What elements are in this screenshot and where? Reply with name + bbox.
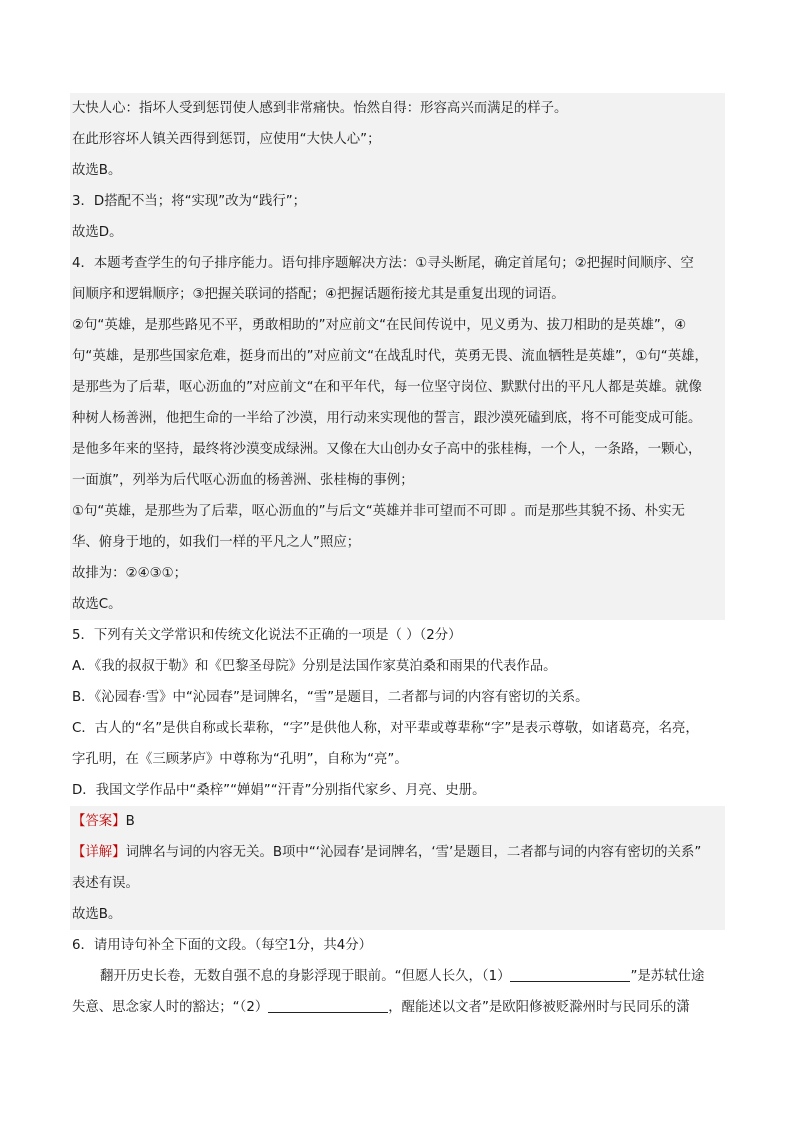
text-line: 故选C。	[70, 589, 725, 620]
document-body	[70, 93, 725, 1023]
text-line: 在此形容坏人镇关西得到惩罚，应使用“大快人心”；	[70, 124, 725, 155]
text-line: 4．本题考查学生的句子排序能力。语句排序题解决方法：①寻头断尾，确定首尾句；②把握时间顺序、空	[70, 248, 725, 279]
text-line: 是那些为了后辈，呕心沥血的”对应前文“在和平年代，每一位坚守岗位、默默付出的平凡人都是英雄。就像	[70, 372, 725, 403]
text-line: 故选B。	[70, 155, 725, 186]
detail-line-2: 表述有误。	[70, 868, 725, 899]
question-6-text: 失意、思念家人时的豁达；“（2）	[72, 1000, 269, 1015]
question-6-text: ，醒能述以文者”是欧阳修被贬滁州时与民同乐的潇	[388, 1000, 690, 1015]
answer-value: B	[125, 814, 135, 829]
question-6-title: 6．请用诗句补全下面的文段。（每空1分，共4分）	[72, 938, 373, 953]
text-line: 句“英雄，是那些国家危难，挺身而出的”对应前文“在战乱时代，英勇无畏、流血牺牲是英雄”，①句“英雄，	[70, 341, 725, 372]
detail-text: 词牌名与词的内容无关。B项中“‘沁园春’是词牌名，‘雪’是题目，二者都与词的内容有密切的关系”	[125, 845, 702, 860]
answer-label: 【答案】	[72, 814, 126, 829]
text-line: 5．下列有关文学常识和传统文化说法不正确的一项是（ ）（2分）	[72, 628, 462, 643]
text-line: 大快人心：指坏人受到惩罚使人感到非常痛快。怡然自得：形容高兴而满足的样子。	[70, 93, 725, 124]
question-6-line-2	[70, 992, 725, 1023]
detail-label: 【详解】	[72, 845, 126, 860]
detail-line-3: 故选B。	[70, 899, 725, 930]
text-line: 3．D搭配不当；将“实现”改为“践行”；	[70, 186, 725, 217]
question-6-text: 翻开历史长卷，无数自强不息的身影浮现于眼前。“但愿人长久，（1）	[100, 969, 511, 984]
text-line: 字孔明，在《三顾茅庐》中尊称为“孔明”，自称为“亮”。	[72, 752, 408, 767]
text-line: 是他多年来的坚持，最终将沙漠变成绿洲。又像在大山创办女子高中的张桂梅，一个人，一条路，一颗心，	[70, 434, 725, 465]
text-line: 华、俯身于地的，如我们一样的平凡之人”照应；	[70, 527, 725, 558]
text-line: ②句“英雄，是那些路见不平，勇敢相助的”对应前文“在民间传说中，见义勇为、拔刀相助的是英雄”，④	[70, 310, 725, 341]
text-line: 故选D。	[70, 217, 725, 248]
text-line: B．《沁园春·雪》中“沁园春”是词牌名，“雪”是题目，二者都与词的内容有密切的关系。	[72, 690, 589, 705]
answer-blank-2[interactable]	[268, 997, 388, 1013]
answer-blank-1[interactable]	[510, 966, 630, 982]
detail-line-1	[70, 837, 725, 868]
text-line: C．古人的“名”是供自称或长辈称，“字”是供他人称，对平辈或尊辈称“字”是表示尊敬，如诸葛亮，名亮，	[72, 721, 699, 736]
solution-lines	[70, 93, 725, 806]
text-line: D．我国文学作品中“桑梓”“婵娟”“汗青”分别指代家乡、月亮、史册。	[72, 783, 486, 798]
text-line: 一面旗”，列举为后代呕心沥血的杨善洲、张桂梅的事例；	[70, 465, 725, 496]
answer-line	[70, 806, 725, 837]
text-line: ①句“英雄，是那些为了后辈，呕心沥血的”与后文“英雄并非可望而不可即 。而是那些其貌不扬、朴实无	[70, 496, 725, 527]
text-line: A．《我的叔叔于勒》和《巴黎圣母院》分别是法国作家莫泊桑和雨果的代表作品。	[72, 659, 557, 674]
text-line: 故排为：②④③①；	[70, 558, 725, 589]
question-6-line-1	[70, 961, 725, 992]
question-6-text: ”是苏轼仕途	[630, 969, 705, 984]
text-line: 种树人杨善洲，他把生命的一半给了沙漠，用行动来实现他的誓言，跟沙漠死磕到底，将不可能变成可能。	[70, 403, 725, 434]
text-line: 间顺序和逻辑顺序；③把握关联词的搭配；④把握话题衔接尤其是重复出现的词语。	[70, 279, 725, 310]
